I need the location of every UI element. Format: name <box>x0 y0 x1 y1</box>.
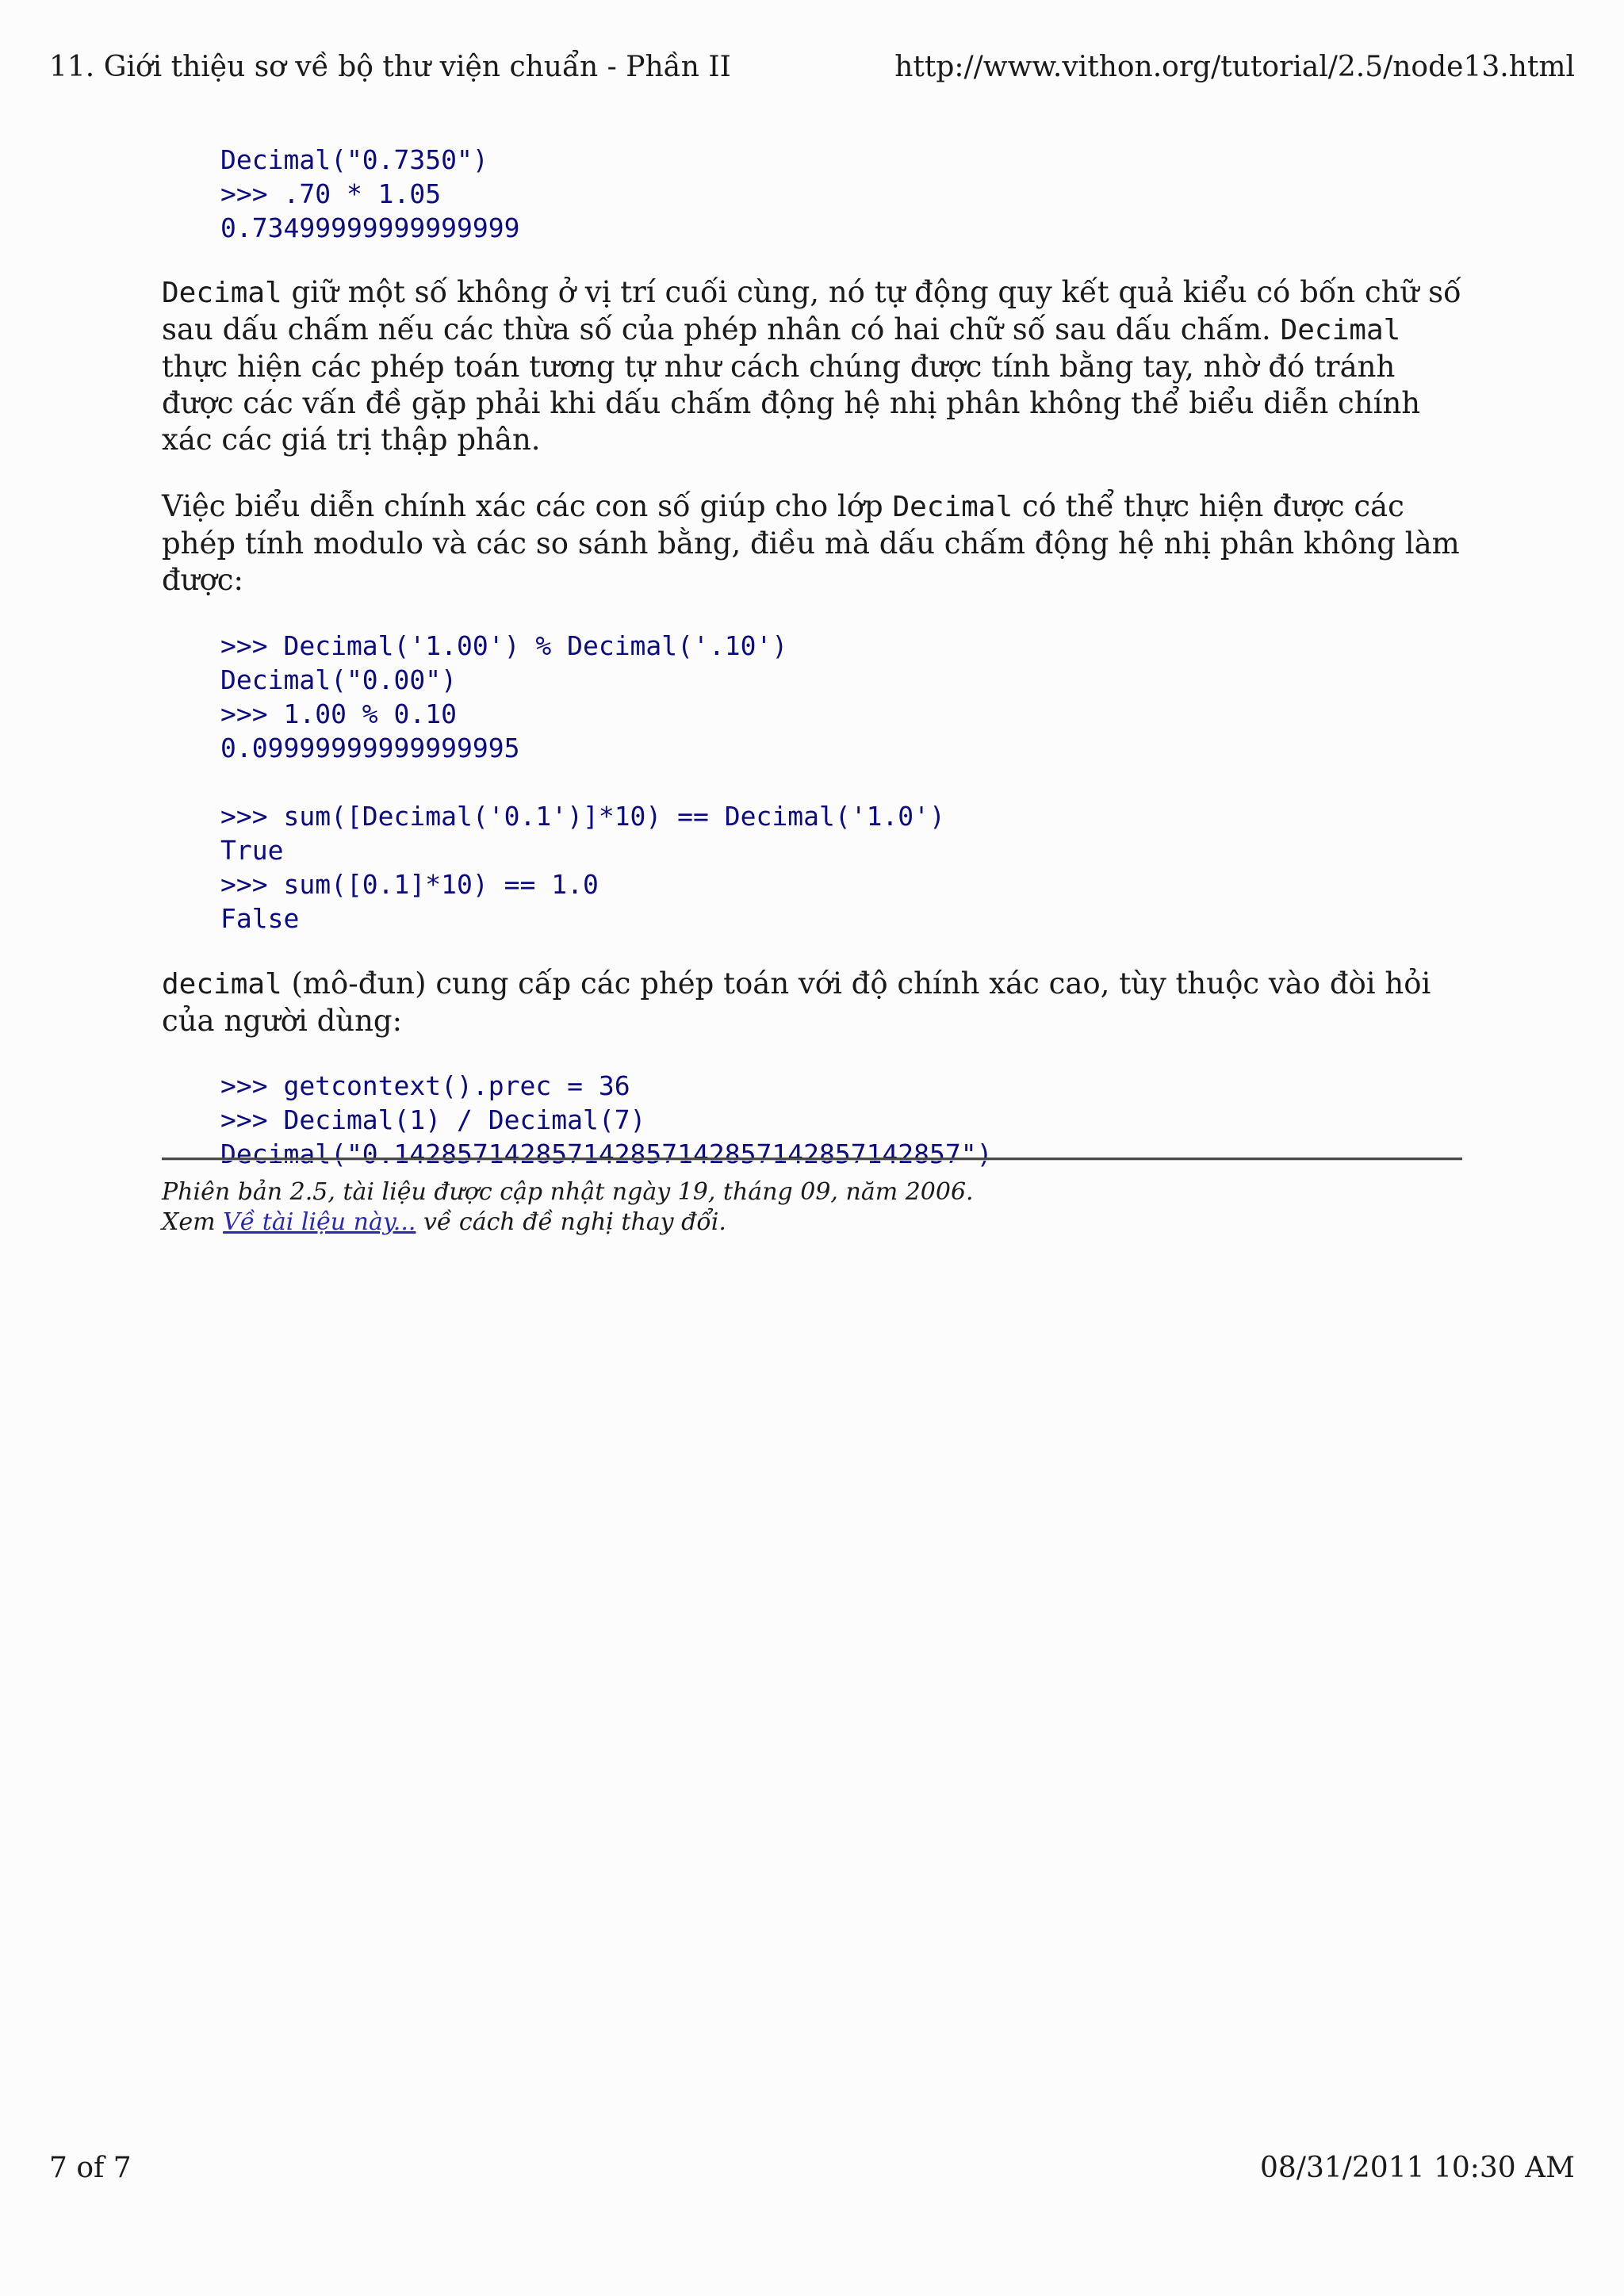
code-line: Decimal("0.142857142857142857142857142857142857") <box>220 1138 993 1169</box>
page-number: 7 of 7 <box>49 2152 132 2184</box>
inline-code: Decimal <box>1280 314 1401 346</box>
paragraph-text: giữ một số không ở vị trí cuối cùng, nó tự động quy kết quả kiểu có bốn chữ số sau dấu chấm nếu các thừa số của phép nhân có hai chữ số sau dấu chấm. <box>162 275 1461 346</box>
about-prefix: Xem <box>162 1208 224 1236</box>
code-line: 0.09999999999999995 <box>220 733 520 763</box>
doc-footer-note <box>162 1177 1462 1238</box>
about-suffix: về cách đề nghị thay đổi. <box>416 1208 726 1236</box>
paragraph-text: Việc biểu diễn chính xác các con số giúp cho lớp <box>162 489 893 523</box>
paragraph-text: (mô-đun) cung cấp các phép toán với độ chính xác cao, tùy thuộc vào đòi hỏi của người dùng: <box>162 966 1431 1038</box>
code-line: >>> sum([0.1]*10) == 1.0 <box>220 869 599 900</box>
code-line: True <box>220 835 284 866</box>
code-line: 0.73499999999999999 <box>220 212 520 243</box>
code-line: Decimal("0.00") <box>220 664 458 695</box>
code-block-precision <box>220 1069 1462 1171</box>
code-line: >>> 1.00 % 0.10 <box>220 698 458 729</box>
page-title: 11. Giới thiệu sơ về bộ thư viện chuẩn - Phần II <box>49 51 731 83</box>
paragraph-text: thực hiện các phép toán tương tự như cách chúng được tính bằng tay, nhờ đó tránh được các vấn đề gặp phải khi dấu chấm động hệ nhị phân không thể biểu diễn chính xác các giá trị thập phân. <box>162 350 1421 457</box>
page-url: http://www.vithon.org/tutorial/2.5/node13.html <box>894 51 1575 83</box>
code-line: >>> getcontext().prec = 36 <box>220 1070 630 1101</box>
code-line: Decimal("0.7350") <box>220 144 488 175</box>
code-line: >>> Decimal('1.00') % Decimal('.10') <box>220 630 788 661</box>
about-line <box>162 1207 1462 1238</box>
main-content <box>162 143 1462 1171</box>
inline-code: Decimal <box>162 277 282 309</box>
paragraph-decimal-module <box>162 966 1462 1039</box>
paragraph-decimal-precision <box>162 274 1462 458</box>
code-line: >>> sum([Decimal('0.1')]*10) == Decimal('1.0') <box>220 801 945 832</box>
code-line: >>> .70 * 1.05 <box>220 178 442 209</box>
inline-code: Decimal <box>892 491 1013 523</box>
code-line: >>> Decimal(1) / Decimal(7) <box>220 1104 646 1135</box>
print-header <box>49 48 1575 87</box>
paragraph-text: có thể thực hiện được các phép tính modulo và các so sánh bằng, điều mà dấu chấm động hệ nhị phân không làm được: <box>162 489 1460 597</box>
footer-divider <box>162 1158 1462 1161</box>
version-line: Phiên bản 2.5, tài liệu được cập nhật ngày 19, tháng 09, năm 2006. <box>162 1178 974 1206</box>
inline-code: decimal <box>162 968 282 1001</box>
code-blank-line <box>220 765 1462 799</box>
paragraph-exact-representation <box>162 488 1462 599</box>
about-doc-link[interactable]: Về tài liệu này... <box>223 1208 416 1236</box>
code-line: False <box>220 903 300 934</box>
code-block-multiplication <box>220 143 1462 245</box>
code-block-modulo <box>220 629 1462 936</box>
print-timestamp: 08/31/2011 10:30 AM <box>1260 2152 1575 2184</box>
